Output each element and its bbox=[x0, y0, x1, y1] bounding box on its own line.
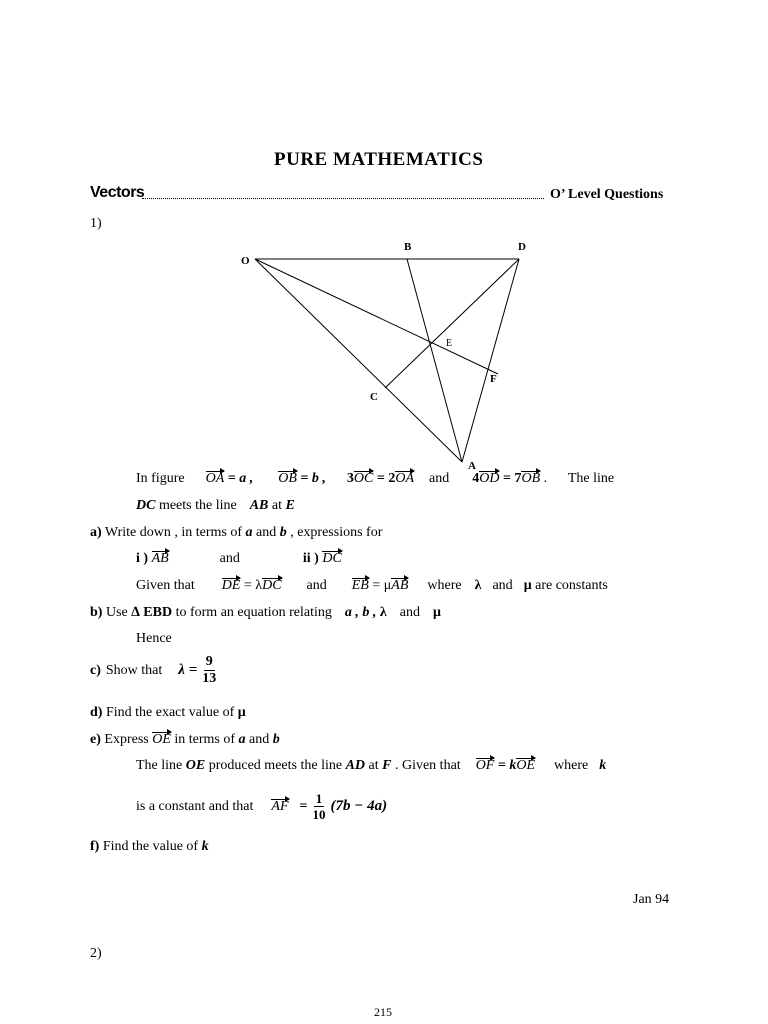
label-f: F bbox=[490, 373, 497, 385]
question-2-number: 2) bbox=[90, 946, 102, 961]
part-f: f) Find the value of k bbox=[90, 839, 209, 854]
oe-line-2: is a constant and that AF = $\frac{1}{10}$ (7b − 4a) bbox=[136, 791, 388, 822]
vec-ab: AB bbox=[151, 551, 169, 566]
vec-eb: EB bbox=[351, 578, 369, 593]
part-a-subparts: i ) AB and ii ) DC bbox=[136, 551, 342, 566]
label-a: A bbox=[468, 460, 476, 472]
hence-text: Hence bbox=[136, 631, 172, 646]
vec-dc: DC bbox=[322, 551, 342, 566]
question-1-number: 1) bbox=[90, 216, 102, 231]
vec-oa-2: OA bbox=[395, 471, 415, 486]
line-oa bbox=[255, 259, 462, 462]
oe-line-1: The line OE produced meets the line AD at F . Given that OF = kOE where k bbox=[136, 758, 607, 773]
part-b: b) Use ∆ EBD to form an equation relating a , b , λ and μ bbox=[90, 605, 441, 620]
vec-oe-2: OE bbox=[516, 758, 536, 773]
vec-ab-2: AB bbox=[391, 578, 409, 593]
header-dotted-leader bbox=[142, 198, 544, 199]
given-line: Given that DE = λDC and EB = μAB where λ and μ are constants bbox=[136, 578, 608, 593]
label-d: D bbox=[518, 241, 526, 253]
line-cd bbox=[385, 259, 519, 388]
vec-ob-2: OB bbox=[521, 471, 541, 486]
page-number: 215 bbox=[374, 1005, 392, 1019]
part-c: c) Show that λ = $\frac{9}{13}$ bbox=[90, 654, 217, 686]
vec-oc: OC bbox=[353, 471, 374, 486]
intro-line-1: In figure OA = a , OB = b , 3OC = 2OA and 4OD = 7OB . The line bbox=[136, 471, 615, 486]
level-label: O’ Level Questions bbox=[550, 187, 664, 202]
page-title: PURE MATHEMATICS bbox=[274, 149, 484, 170]
question-source: Jan 94 bbox=[633, 892, 670, 907]
vec-oe: OE bbox=[152, 732, 171, 747]
label-c: C bbox=[370, 391, 378, 403]
label-e: E bbox=[446, 338, 453, 349]
vec-oa: OA bbox=[205, 471, 225, 486]
vec-de: DE bbox=[221, 578, 241, 593]
line-ab bbox=[407, 259, 462, 462]
fraction-1-10: $\frac{1}{10}$ bbox=[312, 791, 326, 822]
vec-dc-2: DC bbox=[262, 578, 282, 593]
vector-figure bbox=[230, 235, 530, 475]
intro-line-2: DC meets the line AB at E bbox=[136, 498, 295, 513]
vec-af: AF bbox=[271, 798, 289, 814]
part-d: d) Find the exact value of μ bbox=[90, 705, 246, 720]
vec-od: OD bbox=[479, 471, 500, 486]
label-o: O bbox=[241, 255, 250, 267]
part-e: e) Express OE in terms of a and b bbox=[90, 732, 280, 747]
vec-of: OF bbox=[475, 758, 495, 773]
label-b: B bbox=[404, 241, 412, 253]
topic-label: Vectors bbox=[90, 184, 145, 201]
fraction-9-13: $\frac{9}{13}$ bbox=[202, 654, 217, 686]
vec-ob: OB bbox=[278, 471, 297, 486]
line-of bbox=[255, 259, 498, 374]
part-a: a) Write down , in terms of a and b , expressions for bbox=[90, 525, 383, 540]
